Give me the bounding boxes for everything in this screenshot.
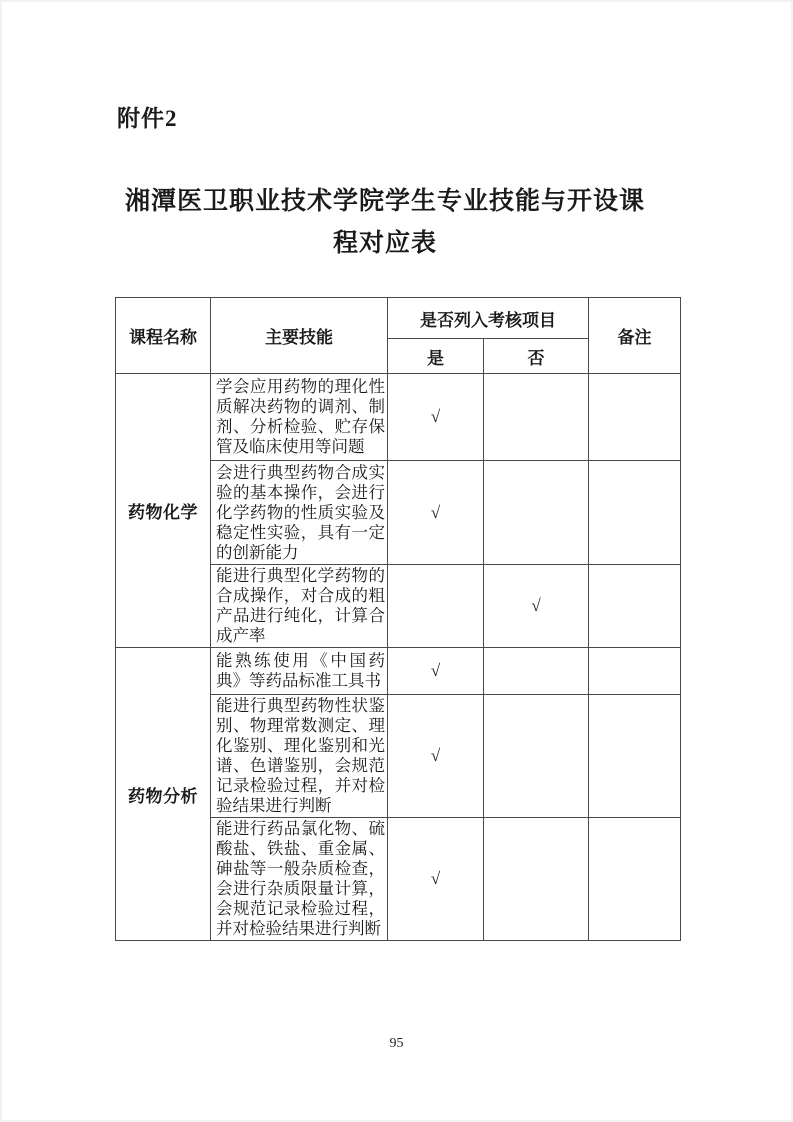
checkmark-cell-yes: √: [388, 648, 484, 695]
col-header-course-name: 课程名称: [116, 298, 211, 374]
col-header-assessment: 是否列入考核项目: [388, 298, 589, 339]
skill-cell: 能熟练使用《中国药典》等药品标准工具书: [211, 648, 388, 695]
skill-cell: 能进行药品氯化物、硫酸盐、铁盐、重金属、砷盐等一般杂质检查，会进行杂质限量计算，会规范记录检验过程，并对检验结果进行判断: [211, 818, 388, 941]
col-header-remarks: 备注: [589, 298, 681, 374]
course-name-cell: 药物化学: [116, 374, 211, 648]
page-title: [20, 181, 750, 265]
checkmark-cell-yes: √: [388, 374, 484, 461]
remark-cell: [589, 818, 681, 941]
checkmark-cell-yes: √: [388, 461, 484, 565]
col-header-main-skills: 主要技能: [211, 298, 388, 374]
checkmark-cell-no: [484, 374, 589, 461]
remark-cell: [589, 695, 681, 818]
checkmark-cell-no: [484, 648, 589, 695]
table-row: [116, 648, 681, 695]
checkmark-cell-yes: √: [388, 695, 484, 818]
checkmark-cell-no: [484, 461, 589, 565]
skill-cell: 能进行典型药物性状鉴别、物理常数测定、理化鉴别、理化鉴别和光谱、色谱鉴别，会规范记录检验过程，并对检验结果进行判断: [211, 695, 388, 818]
skill-cell: 会进行典型药物合成实验的基本操作，会进行化学药物的性质实验及稳定性实验，具有一定的创新能力: [211, 461, 388, 565]
page-title-line-1: 湘潭医卫职业技术学院学生专业技能与开设课: [124, 188, 645, 215]
checkmark-cell-no: [484, 695, 589, 818]
page-title-line-2: 程对应表: [332, 230, 437, 257]
table-header-row-1: [116, 298, 681, 339]
table-row: [116, 374, 681, 461]
checkmark-cell-yes: [388, 565, 484, 648]
checkmark-cell-no: [484, 818, 589, 941]
skill-cell: 学会应用药物的理化性质解决药物的调剂、制剂、分析检验、贮存保管及临床使用等问题: [211, 374, 388, 461]
remark-cell: [589, 374, 681, 461]
attachment-label: 附件2: [117, 106, 178, 131]
col-header-yes: 是: [388, 339, 484, 374]
col-header-no: 否: [484, 339, 589, 374]
page-number: 95: [389, 1036, 404, 1051]
remark-cell: [589, 565, 681, 648]
checkmark-cell-yes: √: [388, 818, 484, 941]
remark-cell: [589, 648, 681, 695]
skills-assessment-table: [115, 297, 681, 941]
course-name-cell: 药物分析: [116, 648, 211, 941]
remark-cell: [589, 461, 681, 565]
skill-cell: 能进行典型化学药物的合成操作，对合成的粗产品进行纯化，计算合成产率: [211, 565, 388, 648]
checkmark-cell-no: √: [484, 565, 589, 648]
